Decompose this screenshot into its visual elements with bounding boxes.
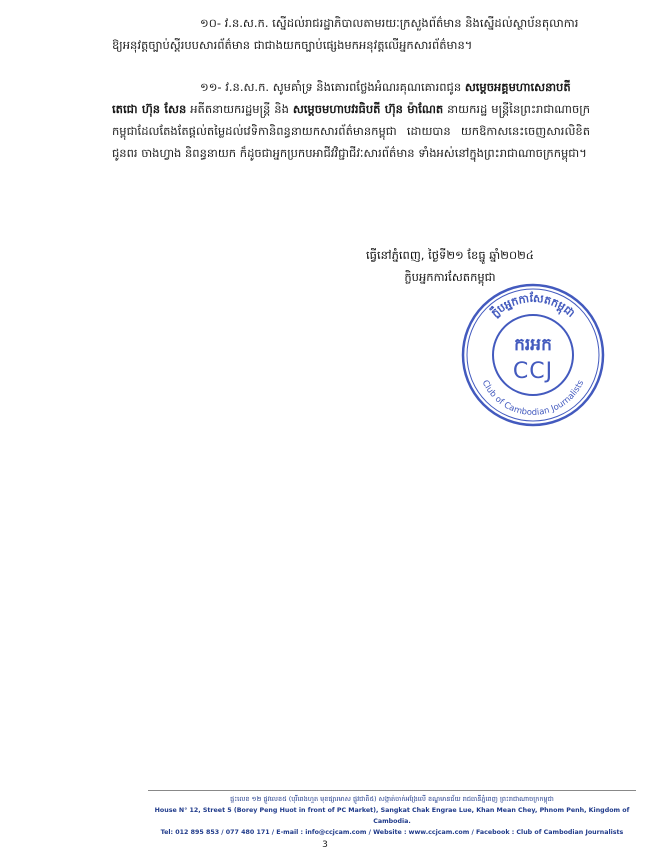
svg-text:Club of Cambodian Journalists: [480, 378, 587, 418]
paragraph-11-line1-text: ១១- វ.ន.ស.ក. សូមគាំទ្រ និងគោរពថ្លែងអំណរគុណគោរពជូន: [200, 80, 465, 94]
paragraph-10-first-line: ១០- វ.ន.ស.ក. ស្នើដល់រាជរដ្ឋាភិបាលតាមរយៈក្រសួងព័ត៌មាន និងស្នើដល់ស្ថាប័នតុលាការ: [200, 16, 579, 30]
paragraph-10: [112, 12, 590, 56]
letterhead-footer: [148, 790, 636, 838]
date-line: ធ្វើនៅភ្នំពេញ, ថ្ងៃទី២១ ខែធ្នូ ឆ្នាំ២០២៤: [366, 248, 534, 262]
paragraph-11-title-tail: នាយករដ្ឋ: [443, 102, 488, 116]
ccj-stamp-seal: [458, 280, 608, 430]
paragraph-11-rest: មន្ត្រីនៃព្រះរាជាណាចក្រកម្ពុជាដែលតែងតែផ្ដល់តម្លៃដល់វេទិកានិពន្ធនាយកសារព័ត៌មានកម្ពុជា ដោយបាន យកឱកាសនេះចេញសារលិខិតជូនពរ ចាងហ្វាង និពន្ធនាយក ក៏ដូចជាអ្នកប្រកបអាជីវវិជ្ជាជីវៈសារព័ត៌មាន ទាំងអស់នៅក្នុងព្រះរាជាណាចក្រកម្ពុជា។: [112, 102, 590, 160]
paragraph-11-first-line: [112, 76, 590, 98]
page-number: 3: [322, 840, 328, 850]
name-samdech-akka-moha-sena-padei: សម្តេចអគ្គមហាសេនាបតី: [464, 80, 571, 94]
name-techo-hun-sen: តេជោ ហ៊ុន សែន: [112, 102, 187, 116]
stamp-bottom-text: Club of Cambodian Journalists: [479, 378, 587, 419]
stamp-latin-initials: CCJ: [512, 359, 554, 384]
organization-line: ក្លិបអ្នកការសែតកម្ពុជា: [404, 270, 496, 284]
paragraph-10-rest: ឱ្យអនុវត្តច្បាប់ស្ដីរបបសារព័ត៌មាន ជាជាងយកច្បាប់ផ្សេងមកអនុវត្តលើអ្នកសារព័ត៌មាន។: [112, 38, 473, 52]
footer-address-english: House N° 12, Street 5 (Borey Peng Huot in front of PC Market), Sangkat Chak Engrae Lue, Khan Mean Chey, Phnom Penh, Kingdom of Cambodia.: [154, 807, 630, 825]
footer-contact-info: Tel: 012 895 853 / 077 480 171 / E-mail : info@ccjcam.com / Website : www.ccjcam.com / Facebook : Club of Cambodian Journalists: [160, 829, 624, 836]
footer-address-khmer: ផ្ទះលេខ ១២ ផ្លូវលេខ៥ (បុរីពេងហួត មុខផ្សារមាស ផ្លូវជាតិ៥) សង្កាត់ចាក់អង្រែលើ ខណ្ឌមានជ័យ រាជធានីភ្នំពេញ ព្រះរាជាណាចក្រកម្ពុជា: [230, 795, 554, 803]
stamp-top-text: ក្លឹបអ្នកកាសែតកម្ពុជា: [488, 291, 578, 320]
paragraph-11: [112, 76, 590, 164]
name-hun-manet: សម្តេចមហាបវរធិបតី ហ៊ុន ម៉ាណែត: [292, 102, 444, 116]
paragraph-11-connector: អតីតនាយករដ្ឋមន្ត្រី និង: [186, 102, 293, 116]
stamp-khmer-initials: ករអក: [514, 335, 552, 355]
